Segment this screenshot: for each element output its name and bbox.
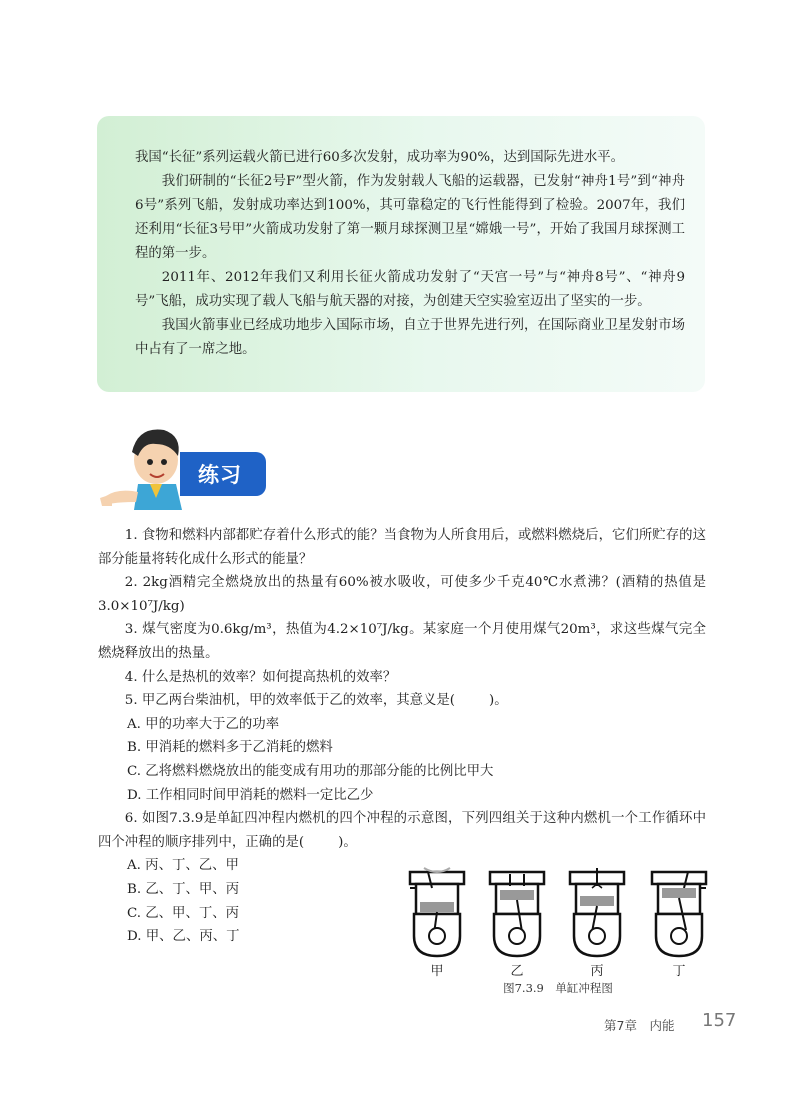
engine-exhaust-icon [648, 866, 710, 958]
engine-stroke-figure [398, 866, 718, 996]
option: A. 甲的功率大于乙的功率 [127, 716, 280, 732]
info-paragraph: 2011年、2012年我们又利用长征火箭成功发射了“天宫一号”与“神舟8号”、“神舟9号”飞船，成功实现了载人飞船与航天器的对接，为创建天空实验室迈出了坚实的一步。 [135, 270, 685, 309]
option: B. 甲消耗的燃料多于乙消耗的燃料 [127, 740, 333, 756]
question-4: 4. 什么是热机的效率？如何提高热机的效率？ [124, 669, 397, 685]
option: C. 乙、甲、丁、丙 [127, 905, 240, 921]
engine-intake-icon [406, 866, 468, 958]
question-2: 2. 2kg酒精完全燃烧放出的热量有60%被水吸收，可使多少千克40℃水煮沸？(酒精的热值是3.0×10⁷J/kg) [98, 575, 706, 614]
engine-compression-icon [486, 866, 548, 958]
option: D. 甲、乙、丙、丁 [127, 929, 240, 945]
figure-label-bing: 丙 [590, 964, 604, 979]
question-6-end: )。 [338, 834, 357, 850]
figure-label-ding: 丁 [672, 964, 686, 979]
info-box [97, 116, 705, 392]
option: A. 丙、丁、乙、甲 [127, 858, 239, 874]
question-5-text: 5. 甲乙两台柴油机，甲的效率低于乙的效率，其意义是( [124, 693, 456, 709]
option: D. 工作相同时间甲消耗的燃料一定比乙少 [127, 787, 374, 803]
question-5-end: )。 [489, 693, 508, 709]
figure-label-yi: 乙 [510, 964, 524, 979]
info-paragraph: 我国火箭事业已经成功地步入国际市场，自立于世界先进行列，在国际商业卫星发射市场中占有了一席之地。 [135, 318, 685, 357]
option: B. 乙、丁、甲、丙 [127, 881, 240, 897]
question-1: 1. 食物和燃料内部都贮存着什么形式的能？当食物为人所食用后，或燃料燃烧后，它们所贮存的这部分能量将转化成什么形式的能量？ [98, 528, 706, 567]
engine-power-icon [566, 866, 628, 958]
page-number: 157 [702, 1010, 737, 1031]
practice-title-badge [180, 452, 266, 496]
info-paragraph: 我国“长征”系列运载火箭已进行60多次发射，成功率为90%，达到国际先进水平。 [135, 150, 624, 165]
info-paragraph: 我们研制的“长征2号F”型火箭，作为发射载人飞船的运载器，已发射“神舟1号”到“神舟6号”系列飞船，发射成功率达到100%，其可靠稳定的飞行性能得到了检验。2007年，我们还利用“长征3号甲”火箭成功发射了第一颗月球探测卫星“嫦娥一号”，开始了我国月球探测工程的第一步。 [135, 174, 685, 261]
figure-caption: 图7.3.9 单缸冲程图 [503, 981, 613, 995]
question-5 [98, 689, 706, 713]
practice-title: 练习 [198, 463, 242, 487]
question-6 [98, 807, 706, 854]
question-6-text: 6. 如图7.3.9是单缸四冲程内燃机的四个冲程的示意图，下列四组关于这种内燃机一个工作循环中四个冲程的顺序排列中，正确的是( [98, 811, 706, 850]
question-3: 3. 煤气密度为0.6kg/m³，热值为4.2×10⁷J/kg。某家庭一个月使用煤气20m³，求这些煤气完全燃烧释放出的热量。 [98, 622, 706, 661]
option: C. 乙将燃料燃烧放出的能变成有用功的那部分能的比例比甲大 [127, 763, 494, 779]
chapter-label: 第7章 内能 [604, 1018, 675, 1033]
figure-label-jia: 甲 [430, 964, 444, 979]
